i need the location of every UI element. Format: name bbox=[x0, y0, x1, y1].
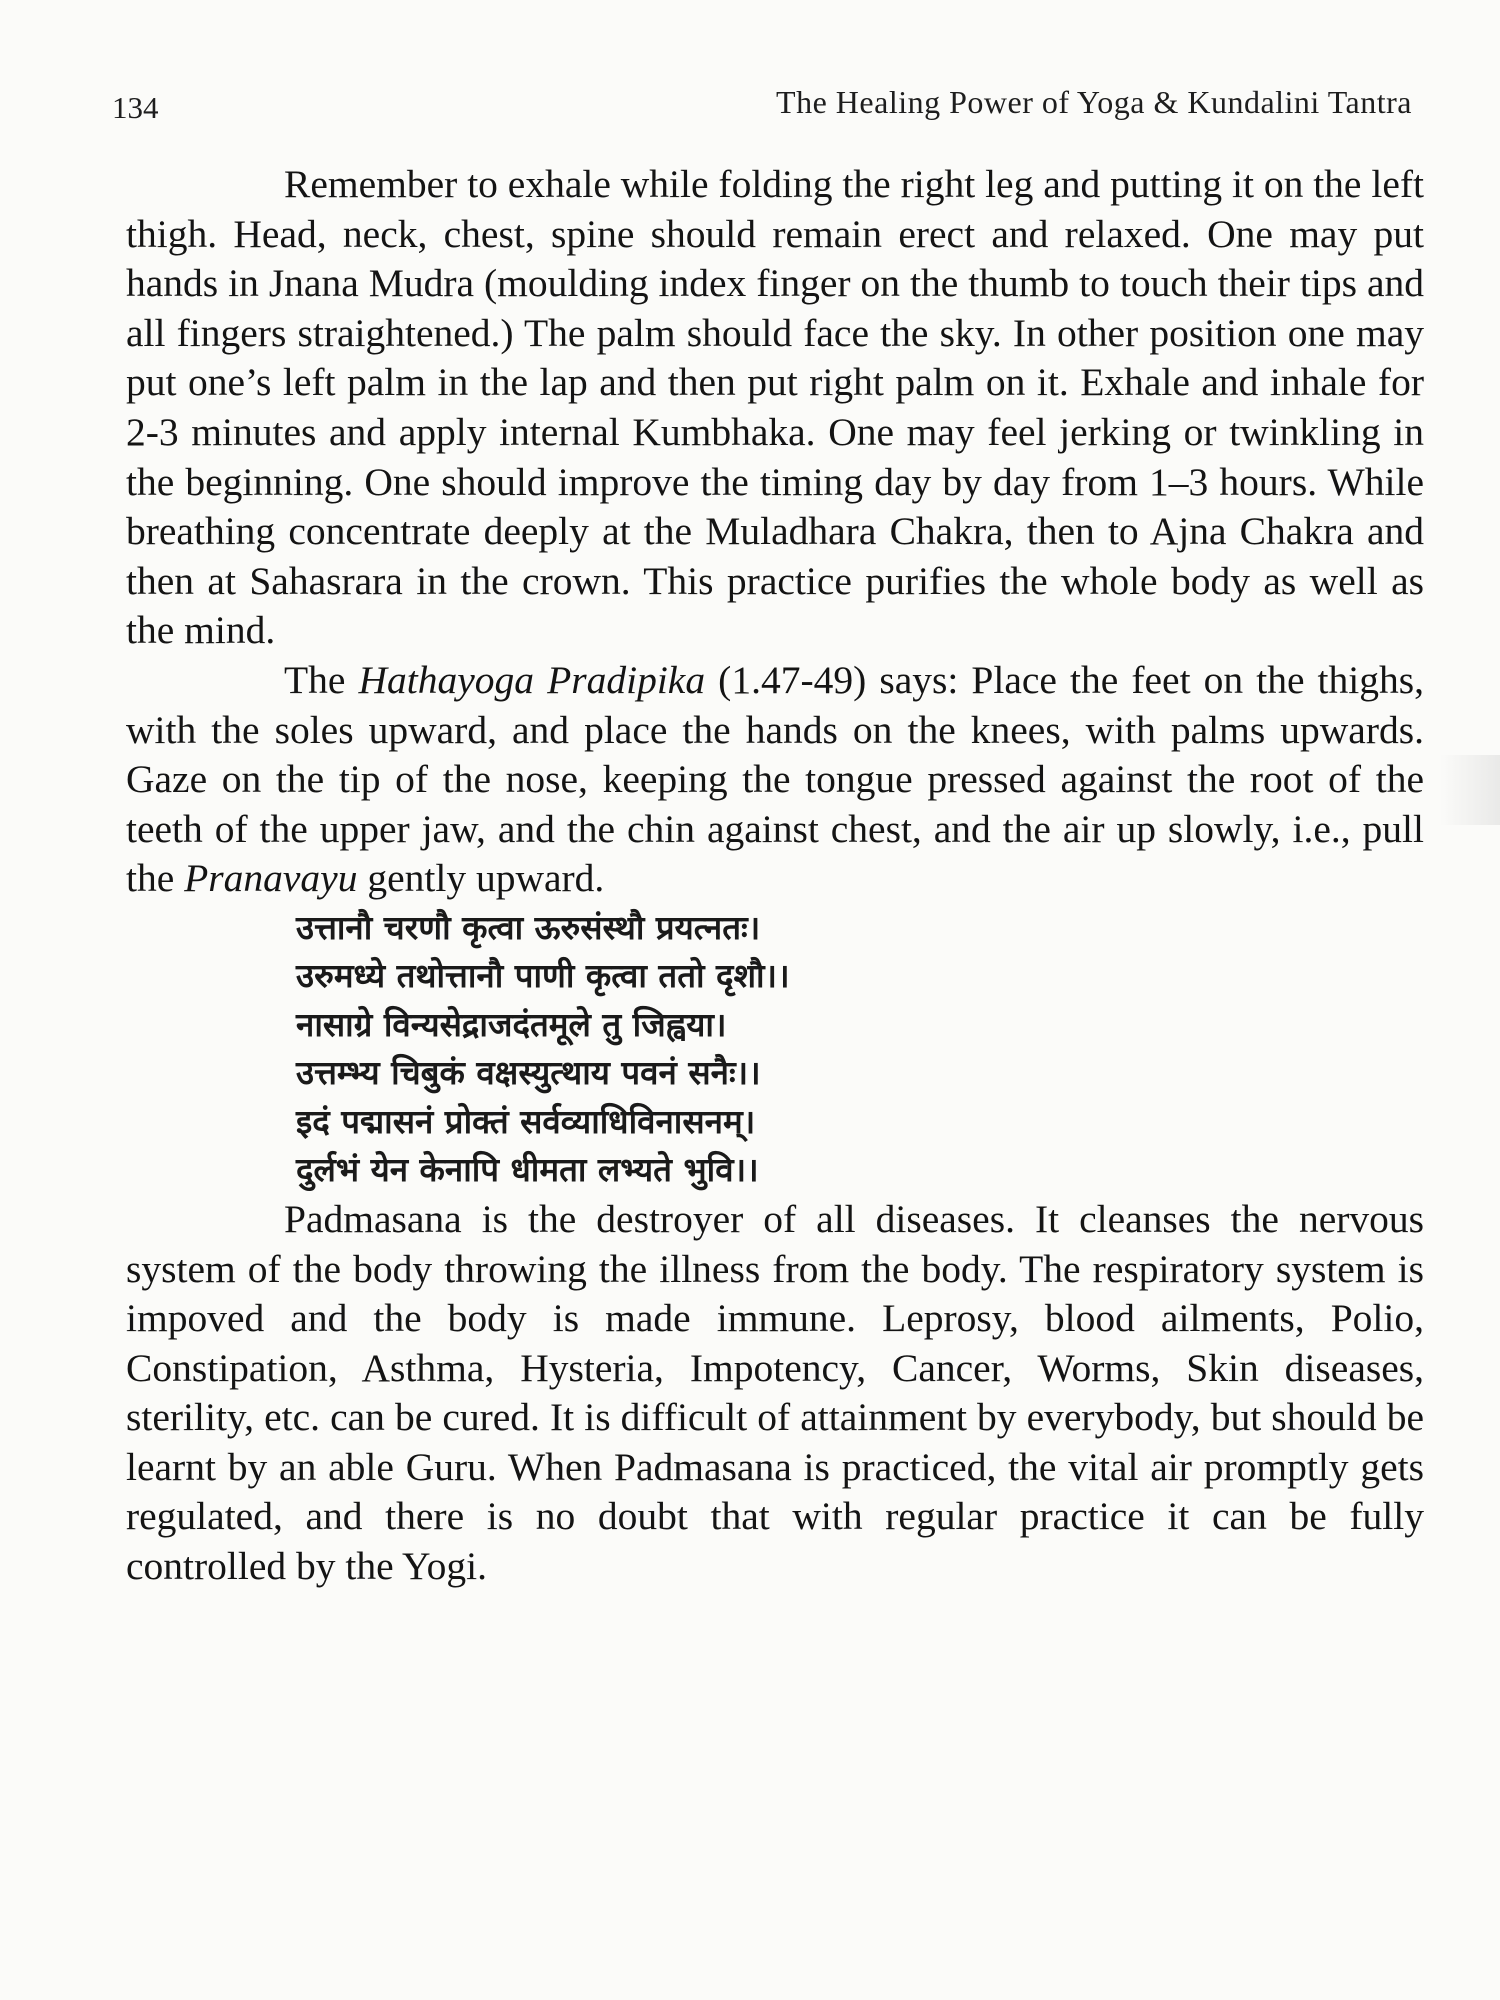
verse-line-5: इदं पद्मासनं प्रोक्तं सर्वव्याधिविनासनम्। bbox=[296, 1101, 756, 1141]
quote-body: (1.47-49) says: Place the feet on the thighs, with the soles upward, and place the hands on the knees, with palms upwards. Gaze on the tip of the nose, keeping the tongue pressed against the root of the teeth of the upper jaw, and the chin against chest, and the air up slowly, i.e., pull the bbox=[126, 657, 1424, 901]
paragraph-padmasana-benefits: Padmasana is the destroyer of all diseases. It cleanses the nervous system of the body throwing the illness from the body. The respiratory system is impoved and the body is made immune. Leprosy, blood ailments, Polio, Constipation, Asthma, Hysteria, Impotency, Cancer, Worms, Skin diseases, sterility, etc. can be cured. It is difficult of attainment by everybody, but should be learnt by an able Guru. When Padmasana is practiced, the vital air promptly gets regulated, and there is no doubt that with regular practice it can be fully controlled by the Yogi. bbox=[126, 1196, 1424, 1589]
quote-end: gently upward. bbox=[357, 856, 605, 901]
verse-line-4: उत्तम्भ्य चिबुकं वक्षस्युत्थाय पवनं सनैः।। bbox=[296, 1053, 761, 1093]
book-title-hathayoga-pradipika: Hathayoga Pradipika bbox=[358, 657, 706, 702]
paragraph-hathayoga-quote bbox=[126, 656, 1424, 904]
running-title: The Healing Power of Yoga & Kundalini Tantra bbox=[776, 84, 1412, 120]
verse-line-3: नासाग्रे विन्यसेद्राजदंतमूले तु जिह्वया। bbox=[296, 1004, 727, 1044]
verse-line-1: उत्तानौ चरणौ कृत्वा ऊरुसंस्थौ प्रयत्नतः। bbox=[296, 907, 761, 947]
term-pranavayu: Pranavayu bbox=[184, 856, 358, 901]
paragraph-exhale-instructions: Remember to exhale while folding the right leg and putting it on the left thigh. Head, neck, chest, spine should remain erect and relaxed. One may put hands in Jnana Mudra (moulding index finger on the thumb to touch their tips and all fingers straightened.) The palm should face the sky. In other position one may put one’s left palm in the lap and then put right palm on it. Exhale and inhale for 2-3 minutes and apply internal Kumbhaka. One may feel jerking or twinkling in the beginning. One should improve the timing day by day from 1–3 hours. While breathing concentrate deeply at the Muladhara Chakra, then to Ajna Chakra and then at Sahasrara in the crown. This practice purifies the whole body as well as the mind. bbox=[126, 162, 1424, 653]
page-number: 134 bbox=[112, 90, 159, 125]
quote-lead: The bbox=[284, 657, 359, 702]
verse-line-2: उरुमध्ये तथोत्तानौ पाणी कृत्वा ततो दृशौ।। bbox=[296, 956, 790, 996]
show-through-shadow bbox=[1440, 755, 1500, 825]
page-header bbox=[112, 84, 1412, 134]
verse-line-6: दुर्लभं येन केनापि धीमता लभ्यते भुवि।। bbox=[296, 1150, 759, 1190]
sanskrit-verse bbox=[296, 904, 1424, 1195]
page-body bbox=[126, 160, 1424, 1592]
